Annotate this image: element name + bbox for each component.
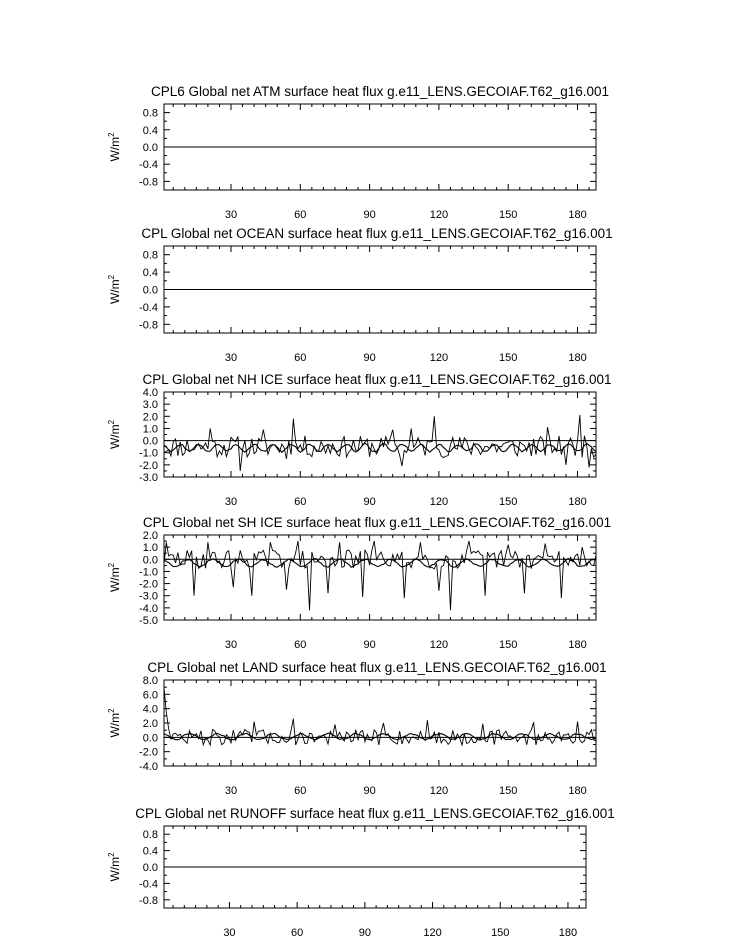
x-tick-label: 150 xyxy=(499,785,518,797)
y-tick-label: 2.0 xyxy=(142,530,158,542)
plot-frame xyxy=(164,392,596,477)
chart-title: CPL Global net NH ICE surface heat flux g.e11_LENS.GECOIAF.T62_g16.001 xyxy=(142,372,612,387)
y-axis-label: $W/m^2$ xyxy=(107,852,122,882)
chart-title: CPL Global net OCEAN surface heat flux g.e11_LENS.GECOIAF.T62_g16.001 xyxy=(141,226,613,241)
x-tick-label: 120 xyxy=(423,927,442,939)
chart-panel-5 xyxy=(107,660,607,797)
chart-panel-4 xyxy=(107,515,611,651)
x-tick-label: 60 xyxy=(294,496,307,508)
y-tick-label: -3.0 xyxy=(139,472,158,484)
x-tick-label: 30 xyxy=(224,496,238,508)
x-tick-label: 150 xyxy=(499,352,518,364)
chart-title: CPL Global net RUNOFF surface heat flux g.e11_LENS.GECOIAF.T62_g16.001 xyxy=(135,806,615,821)
y-tick-label: -0.8 xyxy=(139,319,158,332)
plot-frame xyxy=(164,680,596,766)
y-tick-label: 0.4 xyxy=(142,845,158,858)
y-tick-label: 1.0 xyxy=(142,423,158,436)
y-tick-label: 0.8 xyxy=(142,107,158,120)
y-tick-label: 0.4 xyxy=(142,124,158,137)
x-tick-label: 30 xyxy=(224,639,238,651)
y-tick-label: 0.0 xyxy=(142,554,158,567)
y-axis-label: $W/m^2$ xyxy=(107,708,122,738)
x-tick-label: 180 xyxy=(568,639,587,651)
series-line-monthly xyxy=(164,541,596,610)
y-tick-label: 0.0 xyxy=(142,284,158,297)
chart-panel-6 xyxy=(107,806,615,939)
y-tick-label: 0.0 xyxy=(142,142,158,154)
y-tick-label: -1.0 xyxy=(139,566,158,579)
chart-title: CPL6 Global net ATM surface heat flux g.e11_LENS.GECOIAF.T62_g16.001 xyxy=(150,84,610,99)
y-tick-label: -0.8 xyxy=(139,176,158,189)
x-tick-label: 120 xyxy=(429,209,449,221)
x-tick-label: 30 xyxy=(224,352,238,364)
x-tick-label: 90 xyxy=(358,927,371,939)
y-tick-label: -0.4 xyxy=(139,878,158,891)
x-tick-label: 90 xyxy=(363,639,376,651)
y-tick-label: -0.4 xyxy=(139,159,158,172)
x-tick-label: 30 xyxy=(224,209,238,221)
chart-title: CPL Global net LAND surface heat flux g.e11_LENS.GECOIAF.T62_g16.001 xyxy=(147,660,607,675)
y-tick-label: 6.0 xyxy=(142,689,158,702)
y-tick-label: 2.0 xyxy=(142,718,158,730)
y-tick-label: -5.0 xyxy=(139,615,158,627)
y-tick-label: -4.0 xyxy=(139,761,158,773)
x-tick-label: 120 xyxy=(429,496,449,508)
x-tick-label: 150 xyxy=(499,639,518,651)
x-tick-label: 120 xyxy=(429,785,449,797)
y-tick-label: 0.4 xyxy=(142,267,158,280)
chart-panel-1 xyxy=(107,84,609,221)
y-tick-label: -0.8 xyxy=(139,894,158,907)
x-tick-label: 30 xyxy=(224,785,238,797)
y-axis-label: $W/m^2$ xyxy=(107,274,122,305)
y-axis-label: $W/m^2$ xyxy=(107,562,122,593)
plot-frame xyxy=(164,535,596,620)
x-tick-label: 60 xyxy=(294,785,307,797)
y-tick-label: 2.0 xyxy=(142,411,158,424)
x-tick-label: 180 xyxy=(558,927,578,939)
x-tick-label: 60 xyxy=(294,639,307,651)
y-tick-label: -3.0 xyxy=(139,590,158,603)
y-tick-label: 0.0 xyxy=(142,435,158,448)
x-tick-label: 30 xyxy=(223,927,236,939)
y-axis-label: $W/m^2$ xyxy=(107,132,122,162)
y-tick-label: -4.0 xyxy=(139,602,158,615)
x-tick-label: 120 xyxy=(429,639,449,651)
x-tick-label: 120 xyxy=(429,352,449,364)
y-tick-label: 0.0 xyxy=(142,862,158,874)
x-tick-label: 60 xyxy=(291,927,304,939)
y-tick-label: -2.0 xyxy=(139,746,158,759)
y-tick-label: 4.0 xyxy=(142,703,158,716)
y-tick-label: 0.0 xyxy=(142,732,158,745)
x-tick-label: 180 xyxy=(568,209,587,221)
x-tick-label: 180 xyxy=(568,496,587,508)
y-tick-label: -2.0 xyxy=(139,459,158,472)
series-line-monthly xyxy=(164,415,596,471)
y-tick-label: 0.8 xyxy=(142,829,158,842)
x-tick-label: 90 xyxy=(363,352,376,364)
y-axis-label: $W/m^2$ xyxy=(107,419,122,450)
y-tick-label: -1.0 xyxy=(139,447,158,460)
y-tick-label: -0.4 xyxy=(139,301,158,314)
x-tick-label: 180 xyxy=(568,352,587,364)
x-tick-label: 60 xyxy=(294,209,307,221)
x-tick-label: 180 xyxy=(568,785,587,797)
x-tick-label: 90 xyxy=(363,785,376,797)
x-tick-label: 90 xyxy=(363,496,376,508)
x-tick-label: 150 xyxy=(499,496,518,508)
y-tick-label: -2.0 xyxy=(139,578,158,591)
chart-title: CPL Global net SH ICE surface heat flux g.e11_LENS.GECOIAF.T62_g16.001 xyxy=(142,515,612,530)
y-tick-label: 8.0 xyxy=(142,675,158,687)
chart-panel-3 xyxy=(107,372,612,508)
y-tick-label: 1.0 xyxy=(142,542,158,555)
x-tick-label: 60 xyxy=(294,352,307,364)
chart-panel-2 xyxy=(107,226,613,364)
y-tick-label: 4.0 xyxy=(142,387,158,399)
x-tick-label: 150 xyxy=(499,209,518,221)
series-line-monthly xyxy=(164,687,596,745)
x-tick-label: 150 xyxy=(491,927,510,939)
x-tick-label: 90 xyxy=(363,209,376,221)
y-tick-label: 0.8 xyxy=(142,249,158,262)
y-tick-label: 3.0 xyxy=(142,399,158,412)
